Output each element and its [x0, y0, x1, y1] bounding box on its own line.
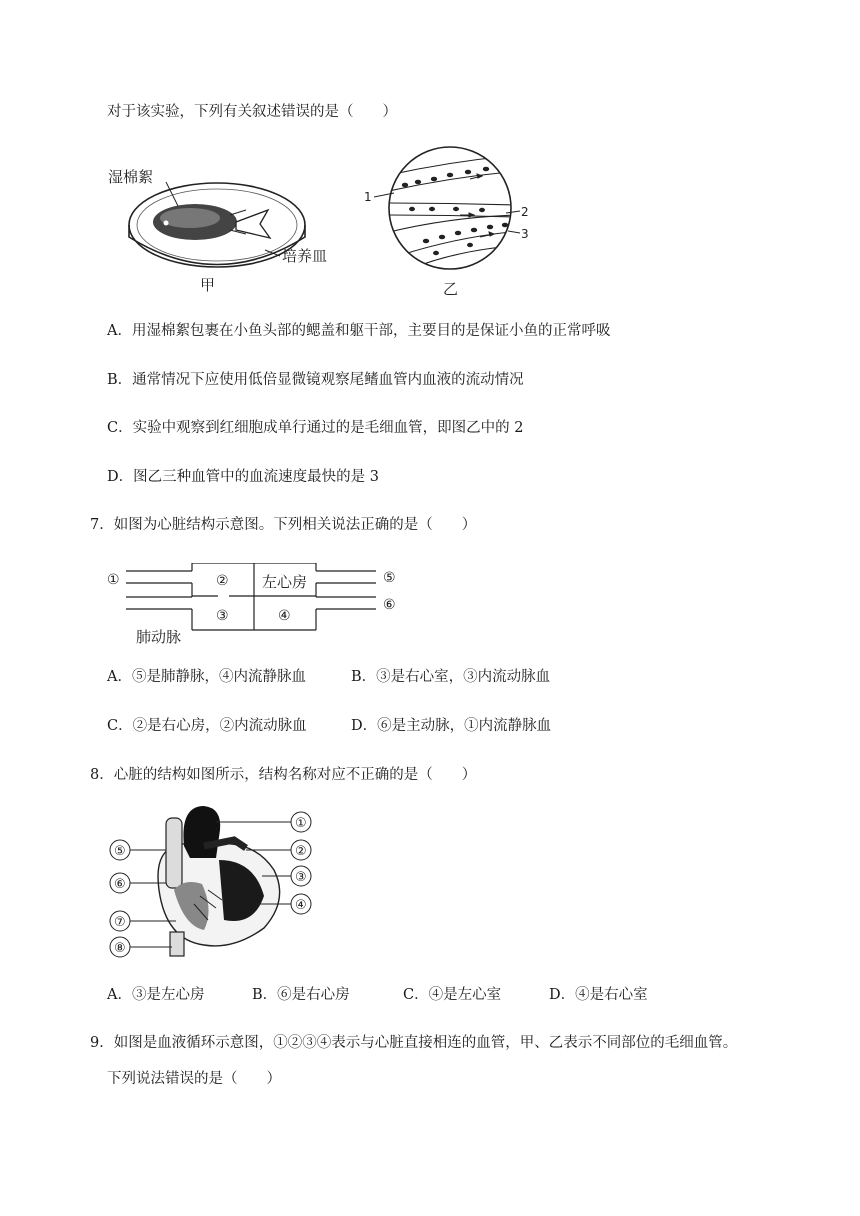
label-pulmonary-artery: 肺动脉: [136, 628, 182, 645]
q8-option-c: C．④是左心室: [403, 987, 502, 1003]
caption-yi: 乙: [443, 280, 459, 298]
q7-option-b: B．③是右心室，③内流动脉血: [351, 669, 551, 685]
label-left-atrium: 左心房: [262, 573, 308, 591]
label-vessel-1: 1: [364, 190, 372, 204]
heart-schematic-figure: [104, 563, 404, 645]
q8-option-a: A．③是左心房: [107, 987, 205, 1003]
q8-stem: 8．心脏的结构如图所示，结构名称对应不正确的是（ ）: [90, 767, 477, 783]
circle-5: ⑤: [383, 570, 396, 586]
q6-option-c: C．实验中观察到红细胞成单行通过的是毛细血管，即图乙中的 2: [107, 420, 524, 436]
q7-option-d: D．⑥是主动脉，①内流静脉血: [351, 718, 552, 734]
circle-5: ⑤: [114, 844, 126, 859]
label-culture-dish: 培养皿: [282, 247, 328, 265]
circle-1: ①: [107, 572, 120, 588]
circle-4: ④: [278, 608, 291, 624]
label-wet-cotton: 湿棉絮: [108, 168, 154, 186]
circle-8: ⑧: [114, 941, 126, 956]
circle-7: ⑦: [114, 915, 126, 930]
q6-option-a: A．用湿棉絮包裹在小鱼头部的鳃盖和躯干部，主要目的是保证小鱼的正常呼吸: [107, 323, 611, 339]
circle-3: ③: [295, 870, 307, 885]
q8-option-b: B．⑥是右心房: [252, 987, 350, 1003]
q9-stem-line2: 下列说法错误的是（ ）: [107, 1071, 281, 1087]
circle-2: ②: [216, 573, 229, 589]
circle-2: ②: [295, 844, 307, 859]
q6-option-b: B．通常情况下应使用低倍显微镜观察尾鳍血管内血液的流动情况: [107, 372, 524, 388]
caption-jia: 甲: [200, 276, 216, 294]
heart-anatomy-figure: [104, 800, 324, 962]
microscope-view-figure: [360, 145, 540, 300]
label-vessel-2: 2: [521, 205, 529, 219]
q9-stem-line1: 9．如图是血液循环示意图，①②③④表示与心脏直接相连的血管，甲、乙表示不同部位的毛细血管。: [90, 1035, 738, 1051]
label-vessel-3: 3: [521, 227, 529, 241]
circle-4: ④: [295, 898, 307, 913]
q6-stem: 对于该实验，下列有关叙述错误的是（ ）: [107, 104, 397, 120]
q7-option-a: A．⑤是肺静脉，④内流静脉血: [107, 669, 306, 685]
q7-option-c: C．②是右心房，②内流动脉血: [107, 718, 307, 734]
q8-option-d: D．④是右心室: [549, 987, 648, 1003]
fish-experiment-figure: [100, 140, 340, 300]
q6-option-d: D．图乙三种血管中的血流速度最快的是 3: [107, 469, 379, 485]
circle-1: ①: [295, 816, 307, 831]
circle-3: ③: [216, 608, 229, 624]
q7-stem: 7．如图为心脏结构示意图。下列相关说法正确的是（ ）: [90, 517, 477, 533]
circle-6: ⑥: [114, 877, 126, 892]
fish-tail-icon: [236, 210, 270, 238]
circle-6: ⑥: [383, 597, 396, 613]
